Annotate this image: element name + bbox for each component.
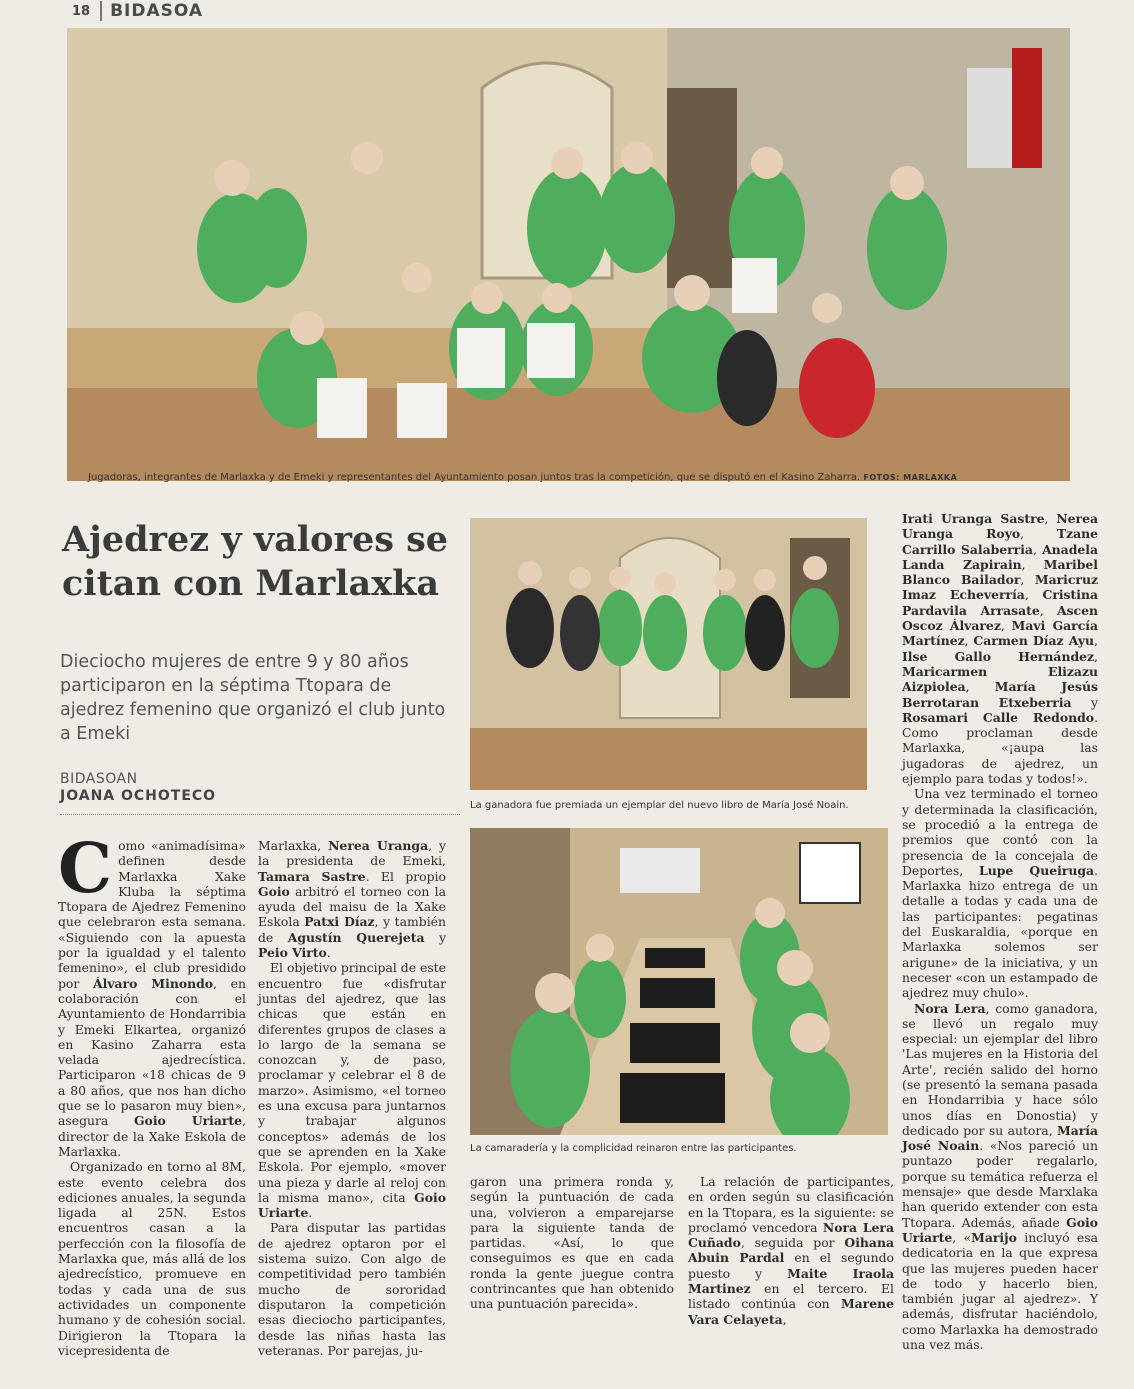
winner-photo-caption: La ganadora fue premiada un ejemplar del nuevo libro de María José Noain. bbox=[470, 800, 849, 811]
page-header bbox=[72, 0, 203, 22]
byline-section: BIDASOAN bbox=[60, 771, 138, 787]
section-name: BIDASOA bbox=[100, 1, 203, 21]
chess-players-photo bbox=[470, 828, 888, 1135]
article-column-5: Irati Uranga Sastre, Nerea Uranga Royo, Tzane Carrillo Salaberria, Anadela Landa Zapirain, Maribel Blanco Bailador, Maricruz Imaz Echeverría, Cristina Pardavila Arrasate, Ascen Oscoz Álvarez, Mavi García Martínez, Carmen Díaz Ayu, Ilse Gallo Hernández, Maricarmen Elizazu Aizpiolea, María Jesús Berrotaran Etxeberria y Rosamari Calle Redondo. Como proclaman desde Marlaxka, «¡aupa las jugadoras de ajedrez, un ejemplo para todas y todos!». Una vez terminado el torneo y determinada la clasificación, se procedió a la entrega de premios que contó con la presencia de la concejala de Deportes, Lupe Queiruga. Marlaxka hizo entrega de un detalle a todas y cada una de las participantes: pegatinas del Euskaraldia, «porque en Marlaxka solemos ser arigune» de la iniciativa, y un neceser «con un estampado de ajedrez muy chulo». Nora Lera, como ganadora, se llevó un regalo muy especial: un ejemplar del libro 'Las mujeres en la Historia del Arte', recién salido del horno (se presentó la semana pasada en Hondarribia y hace sólo unos días en Donostia) y dedicado por su autora, María José Noain. «Nos pareció un puntazo poder regalarlo, porque su temática refuerza el mensaje» que desde Marxlaka han querido extender con esta Ttopara. Además, añade Goio Uriarte, «Marijo incluyó esa dedicatoria en la que expresa que las mujeres pueden hacer de todo y hacerlo bien, también jugar al ajedrez». Y además, disfrutar haciéndolo, como Marlaxka ha demostrado una vez más. bbox=[902, 511, 1098, 1353]
winner-photo bbox=[470, 518, 867, 790]
article-headline: Ajedrez y valores se citan con Marlaxka bbox=[62, 519, 449, 604]
chess-photo-caption: La camaradería y la complicidad reinaron entre las participantes. bbox=[470, 1143, 797, 1154]
main-photo-caption bbox=[88, 472, 957, 483]
main-photo-caption-text: Jugadoras, integrantes de Marlaxka y de Emeki y representantes del Ayuntamiento posan juntos tras la competición, que se disputó en el Kasino Zaharra. bbox=[88, 472, 861, 483]
article-column-2: Marlaxka, Nerea Uranga, y la presidenta de Emeki, Tamara Sastre. El propio Goio arbitró el torneo con la ayuda del maisu de la Xake Eskola Patxi Díaz, y también de Agustín Querejeta y Peio Virto. El objetivo principal de este encuentro fue «disfrutar juntas del ajedrez, que las chicas que están en diferentes grupos de clases a lo largo de la semana se conozcan y, de paso, proclamar y celebrar el 8 de marzo». Asimismo, «el torneo es una excusa para juntarnos y trabajar algunos conceptos» además de los que se aprenden en la Xake Eskola. Por ejemplo, «mover una pieza y darle al reloj con la misma mano», cita Goio Uriarte. Para disputar las partidas de ajedrez optaron por el sistema suizo. Con algo de competitividad pero también mucho de sororidad disputaron la competición esas dieciocho participantes, desde las niñas hasta las veteranas. Por parejas, ju- bbox=[258, 838, 447, 1358]
photo-credit: FOTOS: MARLAXKA bbox=[863, 473, 958, 482]
main-group-photo bbox=[67, 28, 1070, 481]
article-subheadline: Dieciocho mujeres de entre 9 y 80 años participaron en la séptima Ttopara de ajedrez femenino que organizó el club junto a Emeki bbox=[60, 652, 446, 744]
byline-divider bbox=[60, 814, 460, 815]
drop-cap: C bbox=[58, 829, 113, 909]
article-column-1: C omo «animadísima» definen desde Marlaxka Xake Kluba la séptima Ttopara de Ajedrez Femenino que celebraron esta semana. «Siguiendo con la apuesta por la igualdad y el talento femenino», el club presidido por Álvaro Minondo, en colaboración con el Ayuntamiento de Hondarribia y Emeki Elkartea, organizó en Kasino Zaharra esta velada ajedrecística. Participaron «18 chicas de 9 a 80 años, que nos han dicho que se lo pasaron muy bien», asegura Goio Uriarte, director de la Xake Eskola de Marlaxka. Organizado en torno al 8M, este evento celebra dos ediciones anuales, la segunda ligada al 25N. Estos encuentros casan a la perfección con la filosofía de Marlaxka que, más allá de los ajedrecístico, promueve en todas y cada una de sus actividades un componente humano y de cohesión social. Dirigieron la Ttopara la vicepresidenta de bbox=[58, 829, 246, 1358]
byline-author: JOANA OCHOTECO bbox=[60, 788, 217, 804]
page-number: 18 bbox=[72, 3, 91, 19]
article-column-3: garon una primera ronda y, según la puntuación de cada una, volvieron a emparejarse para la siguiente tanda de partidas. «Así, lo que conseguimos es que en cada ronda la gente juegue contra contrincantes que han obtenido una puntuación parecida». bbox=[470, 1174, 674, 1312]
article-column-4: La relación de participantes, en orden según su clasificación en la Ttopara, es la siguiente: se proclamó vencedora Nora Lera Cuñado, seguida por Oihana Abuin Pardal en el segundo puesto y Maite Iraola Martinez en el tercero. El listado continúa con Marene Vara Celayeta, bbox=[688, 1174, 894, 1327]
